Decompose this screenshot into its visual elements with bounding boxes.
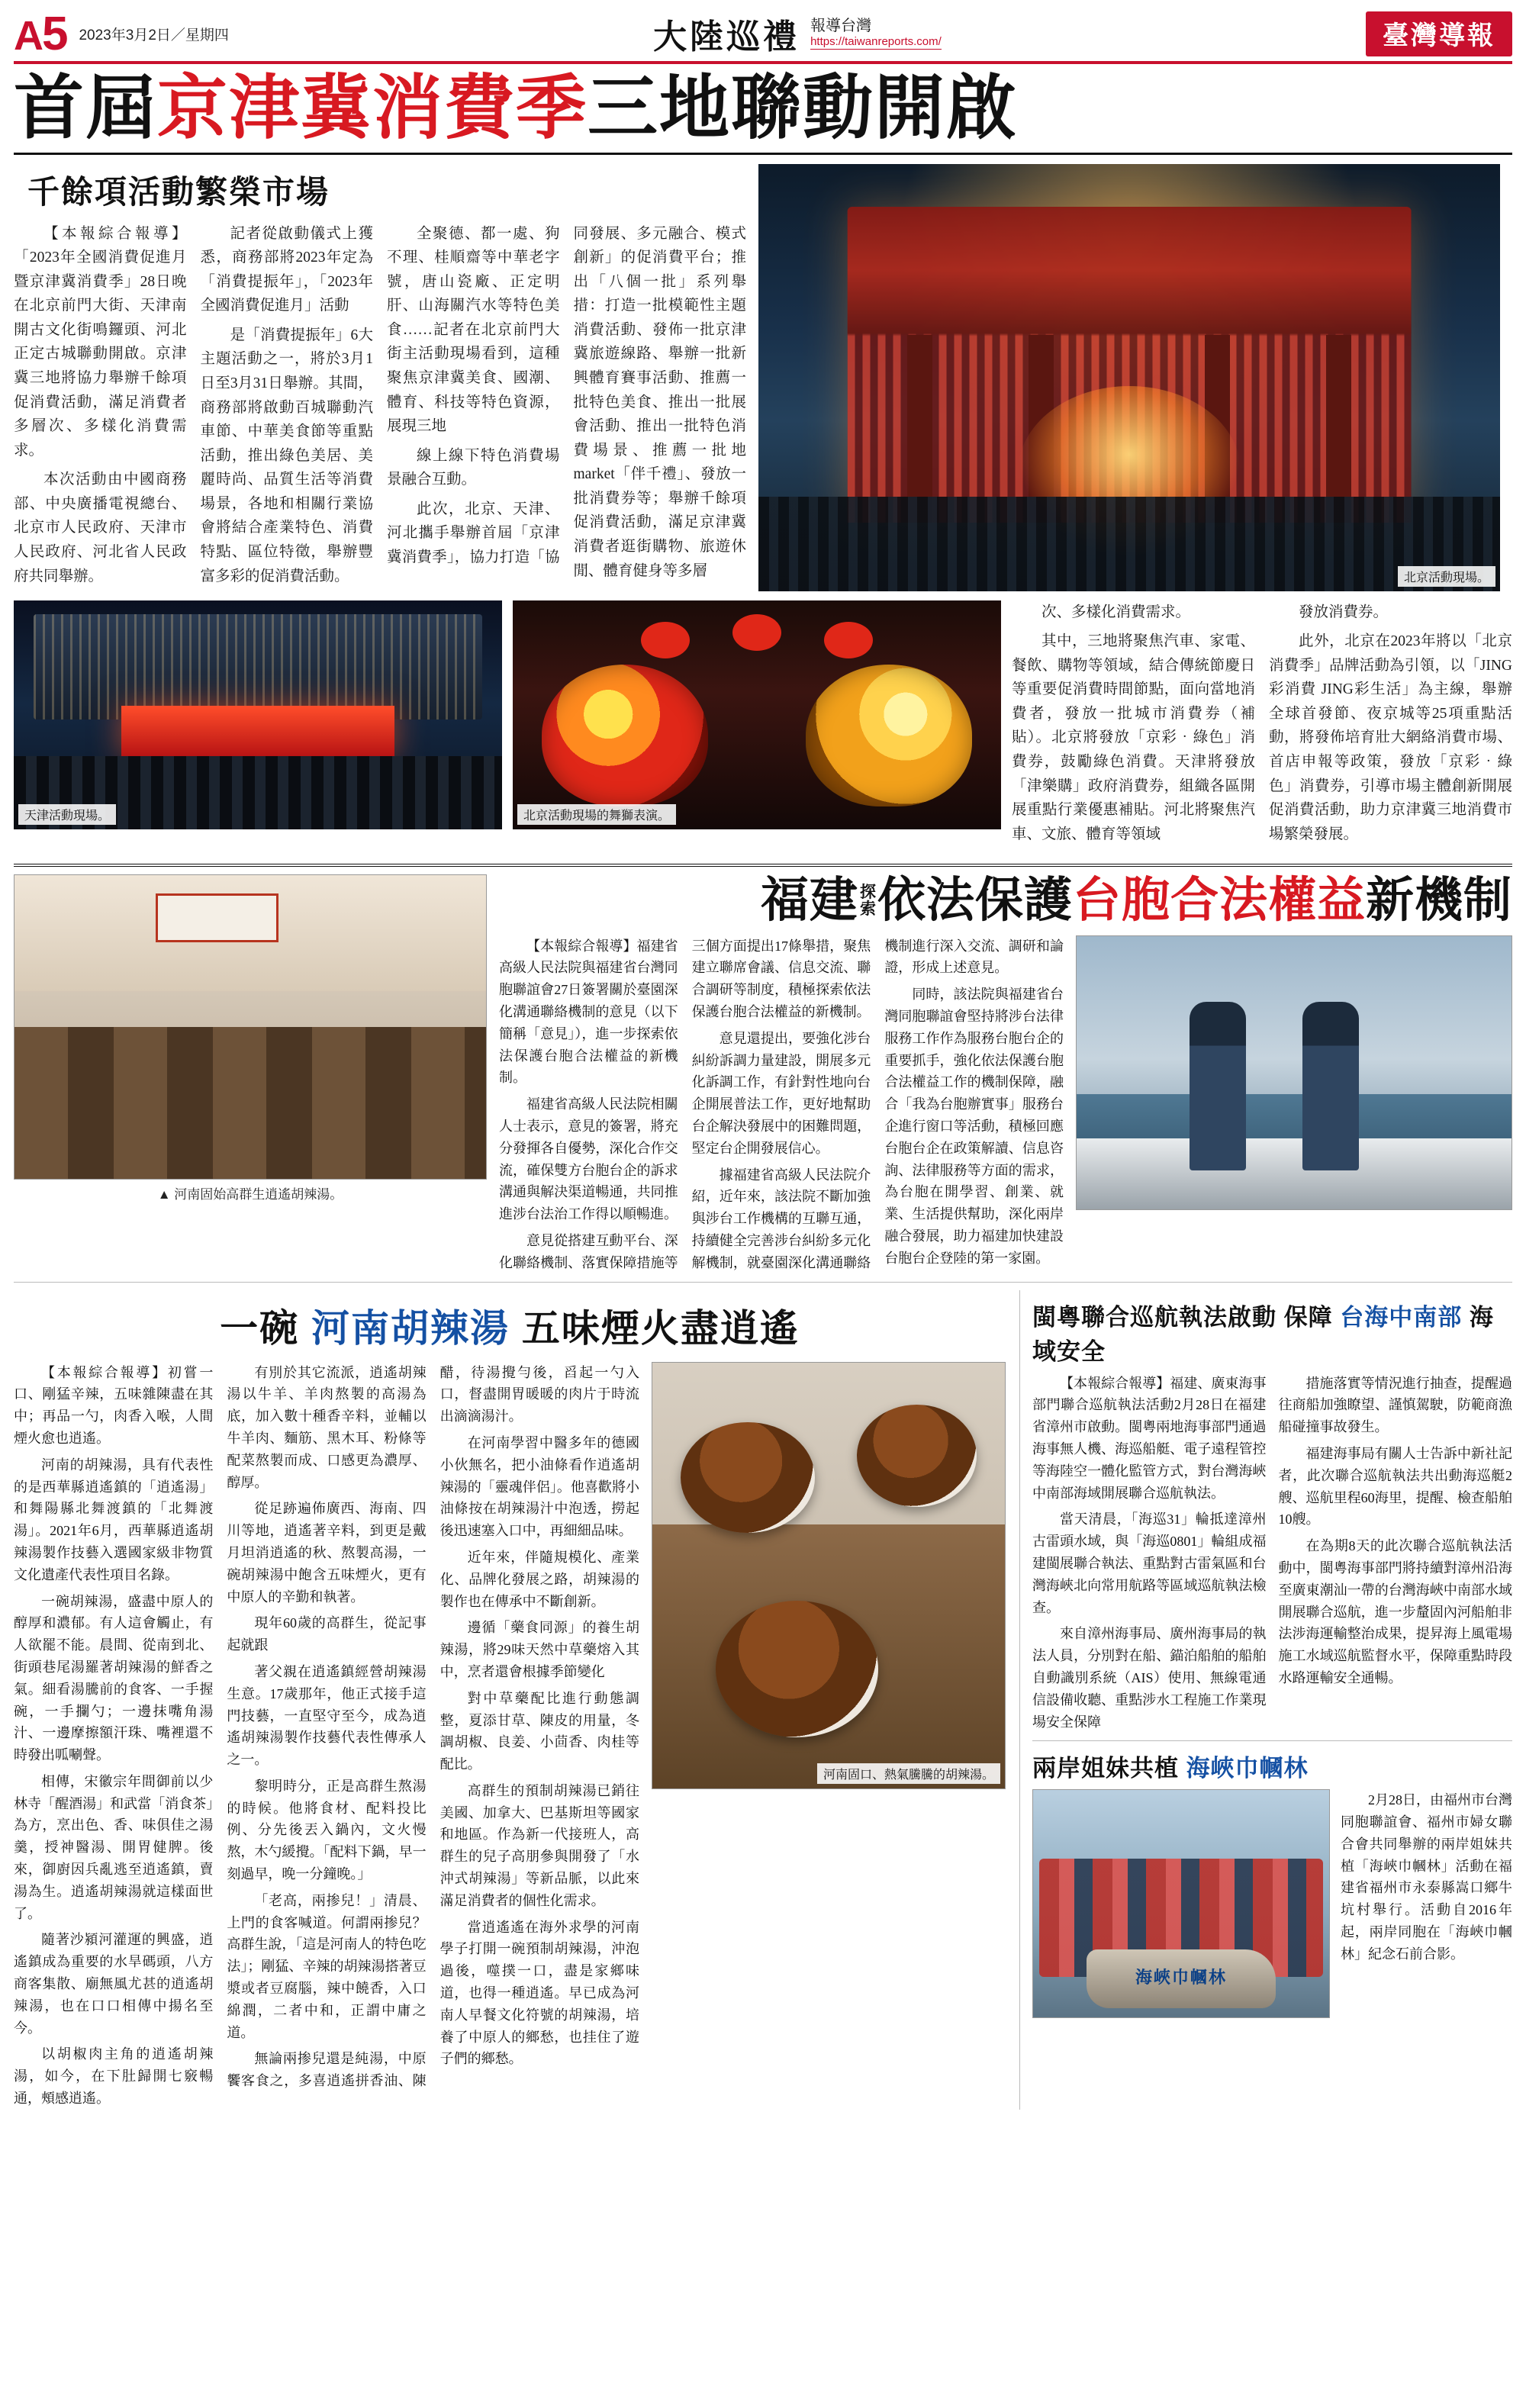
patrol-title-part-2: 保障 <box>1283 1303 1333 1331</box>
patrol-paragraph: 在為期8天的此次聯合巡航執法活動中，閩粵海事部門將持續對漳州沿海至廣東潮汕一帶的台灣海峽中南部水域開展聯合巡航，進一步釐固內河船舶非法涉海運輸整治成果，提昇海上風電場施工水域巡航監督水平，保障重點時段水路運輸安全通暢。 <box>1278 1538 1512 1685</box>
lead-paragraph: 【本報綜合報導】「2023年全國消費促進月暨京津冀消費季」28日晚在北京前門大街、天津南開古文化街鳴鑼頭、河北正定古城聯動開啟。京津冀三地將協力舉辦千餘項促消費活動，滿足消費者多層次、多樣化消費需求。 <box>14 225 187 459</box>
soup-paragraph: 無論兩掺兒還是純湯，中原饗客食之，多喜逍遙拼香油、陳醋，待湯攪勻後，舀起一勺入口，督盡開胃暖暖的肉片于時流出滴滴湯汁。 <box>227 1364 639 2089</box>
soup-paragraph: 有別於其它流派，逍遙胡辣湯以牛羊、羊肉熬製的高湯為底，加入數十種香辛料，並輔以牛羊肉、麵筋、黑木耳、粉條等配菜熬製而成、口感更為濃厚、醇厚。 <box>227 1364 427 1490</box>
lead-paragraph: 線上線下特色消費場景融合互動。 <box>387 447 560 488</box>
soup-bowl-shape <box>681 1422 815 1533</box>
officer-left-shape <box>1190 1002 1246 1171</box>
lion-head-left-shape <box>542 665 708 806</box>
photo-lion-dance <box>513 600 1001 829</box>
section-fujian <box>14 874 1512 1273</box>
soup-paragraph: 一碗胡辣湯，盛盡中原人的醇厚和濃郁。有人這會觸止，有人欲罷不能。晨間、從南到北、街頭巷尾湯羅著胡辣湯的鮮香之氣。細看湯騰前的食客、一手握碗，一手攔勺；一邊抹嘴角湯汁、一邊摩擦額汗珠、嘴裡還不時發出呱唰聲。 <box>14 1593 214 1763</box>
main-headline <box>14 69 1512 147</box>
lead-subhead: 千餘項活動繁榮市場 <box>27 173 330 210</box>
memorial-stone-shape <box>1087 1949 1276 2008</box>
soup-paragraph: 隨著沙潁河灌運的興盛，逍遙鎮成為重要的水旱碼頭，八方商客集散、廟無風尤甚的逍遙胡辣湯，也在口口相傳中揚名至今。 <box>14 1932 214 2036</box>
photo-group-planting <box>1032 1789 1330 2018</box>
page-number-block <box>14 7 66 61</box>
fujian-paragraph: 意見從搭建互動平台、深化聯絡機制、落實保障措施等三個方面提出17條舉措，聚焦建立聯席會議、信息交流、聯合調研等制度，積極探索依法保護台胞合法權益的新機制。 <box>499 938 871 1270</box>
lantern-shape <box>732 614 781 651</box>
soup-headline <box>14 1298 1006 1353</box>
masthead <box>14 7 1512 64</box>
soup-paragraph: 【本報綜合報導】初嘗一口、剛猛辛辣，五味雜陳盡在其中；再品一勺，肉香入喉，人間煙火愈也逍遙。 <box>14 1364 214 1446</box>
photo-beijing-gate <box>758 164 1500 591</box>
fujian-content-row <box>499 935 1512 1274</box>
right-panels <box>1019 1290 1512 2110</box>
masthead-center <box>229 9 1366 58</box>
main-headline-block <box>14 69 1512 155</box>
soup-headline-part-3: 五味煙火盡逍遙 <box>521 1306 800 1350</box>
fujian-headline-part-3: 台胞合法權益 <box>1073 874 1366 928</box>
fujian-headline-part-1: 福建 <box>761 874 858 928</box>
website-url[interactable]: https://taiwanreports.com/ <box>810 35 942 49</box>
soup-paragraph: 近年來，伴隨規模化、產業化、品牌化發展之路，胡辣湯的製作也在傳承中不斷創新。 <box>439 1549 639 1609</box>
patrol-paragraph: 措施落實等情況進行抽查，提醒過往商船加強瞭望、謹慎駕駛，防範商漁船碰撞事故發生。 <box>1278 1375 1512 1435</box>
fujian-photo-column <box>14 874 487 1273</box>
lead-photo-row-2 <box>14 600 1512 852</box>
forest-panel-body <box>1341 1789 1512 2018</box>
section-divider-2 <box>14 1282 1512 1283</box>
forest-panel-row <box>1032 1789 1512 2018</box>
fujian-text-columns <box>499 935 1064 1274</box>
lead-continued-columns <box>1012 600 1512 852</box>
lead-photo-area <box>758 164 1500 591</box>
section-soup-and-panels <box>14 1290 1512 2110</box>
soup-text-columns <box>14 1362 639 2110</box>
stone-inscription: 海峽巾幗林 <box>1135 1968 1227 1988</box>
photo-caption-beijing: 北京活動現場。 <box>1398 566 1495 587</box>
section-title: 大陸巡禮 <box>653 18 800 56</box>
photo-caption-restaurant: ▲ 河南固始高群生逍遙胡辣湯。 <box>157 1187 343 1202</box>
fujian-paragraph: 據福建省高級人民法院介紹，近年來，該法院不斷加強與涉台工作機構的互聯互通，持續健全完善涉台糾紛多元化解機制，就臺園深化溝通聯絡機制進行深入交流、調研和論證，形成上述意見。 <box>691 938 1064 1270</box>
soup-paragraph: 相傳，宋徽宗年間御前以少林寺「醒酒湯」和武當「消食茶」為方，烹出色、香、味俱佳之湯羹，授神醫湯、開胃健脾。後來，御廚因兵亂逃至逍遙鎮，賣湯為生。逍遙胡辣湯就這樣面世了。 <box>14 1773 214 1921</box>
soup-paragraph: 高群生的預制胡辣湯已銷往美國、加拿大、巴基斯坦等國家和地區。作為新一代接班人，高群生的兒子高朋參與開發了「水沖式胡辣湯」等新品脈，以此來滿足消費者的個性化需求。 <box>439 1782 639 1908</box>
restaurant-tables-shape <box>14 1027 486 1179</box>
page-prefix: A <box>14 12 42 59</box>
photo-caption-soup: 河南固口、熱氣騰騰的胡辣湯。 <box>817 1763 1000 1784</box>
forest-panel-headline <box>1032 1749 1512 1783</box>
lead-paragraph: 發放消費券。 <box>1299 604 1389 620</box>
soup-content-row <box>14 1362 1006 2110</box>
photo-soup-bowls <box>652 1362 1006 1789</box>
officer-right-shape <box>1302 1002 1359 1171</box>
headline-part-1: 首屆 <box>14 69 158 147</box>
forest-paragraph: 2月28日，由福州市台灣同胞聯誼會、福州市婦女聯合會共同舉辦的兩岸姐妹共植「海峽巾幗林」活動在福建省福州市永泰縣嵩口鄉牛坑村舉行。活動自2016年起，兩岸同胞在「海峽巾幗林」紀念石前合影。 <box>1340 1792 1512 1962</box>
newspaper-logo: 臺灣導報 <box>1366 11 1512 56</box>
ruby-top: 探 <box>860 883 876 901</box>
lead-story <box>14 164 1512 591</box>
headline-part-3: 三地聯動開啟 <box>588 69 1019 147</box>
headline-part-2: 京津冀消費季 <box>157 69 588 147</box>
lead-body-columns <box>14 222 746 589</box>
soup-headline-part-2: 河南胡辣湯 <box>311 1306 510 1350</box>
soup-paragraph: 以胡椒肉主角的逍遙胡辣湯，如今，在下肚歸開七竅暢通，頰感逍遙。 <box>14 2046 214 2107</box>
building-facade-shape <box>34 614 483 720</box>
lead-paragraph: 其中，三地將聚焦汽車、家電、餐飲、購物等領域，結合傳統節慶日等重要促消費時間節點，面向當地消費者，發放一批城市消費券（補貼）。北京將發放「京彩‧綠色」消費券，鼓勵綠色消費。天津將發放「津樂購」政府消費券，組織各區開展重點行業優惠補貼。河北將聚焦汽車、文旅、體育等領域 <box>1012 633 1255 842</box>
photo-caption-lion: 北京活動現場的舞獅表演。 <box>517 804 676 825</box>
patrol-panel-headline <box>1032 1298 1512 1367</box>
lion-head-right-shape <box>806 665 972 806</box>
soup-photo-wrap <box>652 1362 1006 2110</box>
photo-caption-tianjin: 天津活動現場。 <box>18 804 116 825</box>
stage-screen-shape <box>121 706 394 756</box>
fujian-headline-ruby <box>860 884 876 918</box>
patrol-paragraph: 來自漳州海事局、廣州海事局的執法人員，分別對在船、錨泊船舶的船舶自動識別系統（AIS）使用、無線電通信設備收聽、重點涉水工程施工作業現場安全保障 <box>1032 1626 1267 1730</box>
patrol-title-part-1: 閩粵聯合巡航執法啟動 <box>1032 1303 1276 1331</box>
soup-paragraph: 「老高，兩掺兒！」清晨、上門的食客喊道。何謂兩掺兒？高群生說，「這是河南人的特色吃法」；剛猛、辛辣的胡辣湯搭著豆漿或者豆腐腦，辣中饒香，入口綿潤，二者中和，正謂中庸之道。 <box>227 1892 427 2040</box>
restaurant-sign-shape <box>156 893 278 942</box>
soup-paragraph: 在河南學習中醫多年的德國小伙無名，把小油條看作逍遙胡辣湯的「靈魂伴侶」。他喜歡將小油條按在胡辣湯汁中泡透，撈起後迅速塞入口中，再細細品味。 <box>439 1434 639 1539</box>
fujian-main-column <box>499 874 1512 1273</box>
patrol-title-part-4: 海域安全 <box>1032 1303 1494 1365</box>
fujian-paragraph: 福建省高級人民法院相關人士表示，意見的簽署，將充分發揮各自優勢，深化合作交流，確保雙方台胞台企的訴求溝通與解決渠道暢通，共同推進涉台法治工作得以順暢進。 <box>499 1096 678 1222</box>
soup-paragraph: 黎明時分，正是高群生熬湯的時候。他將食材、配料投比例、分先後丟入鍋內，文火慢熬，木勺緩攪。「配料下鍋，早一刻過早，晚一分鐘晚。」 <box>227 1778 427 1882</box>
page-number: 5 <box>42 7 67 60</box>
crowd-shape <box>758 497 1500 591</box>
lead-paragraph: 全聚德、都一處、狗不理、桂順齋等中華老字號，唐山瓷廠、正定明肝、山海關汽水等特色美食……記者在北京前門大街主活動現場看到，這種聚焦京津冀美食、國潮、體育、科技等特色資源，展現三地 <box>387 225 560 435</box>
soup-feature <box>14 1290 1006 2110</box>
soup-bowl-shape <box>857 1405 977 1507</box>
section-divider-1 <box>14 864 1512 867</box>
lead-paragraph: 此次，北京、天津、河北攜手舉辦首屆「京津冀消費季」，協力打造「協同發展、多元融合、模式創新」的促消費平台；推出「八個一批」系列舉措：打造一批模範性主題消費活動、發佈一批京津冀旅遊線路、舉辦一批新興體育賽事活動、推薦一批特色美食、推出一批展會活動、推出一批特色消費場景、推薦一批地market「伴千禮」、發放一批消費券等；舉辦千餘項促消費活動，滿足京津冀消費者逛街購物、旅遊休閒、體育健身等多層 <box>387 225 746 579</box>
patrol-paragraph: 福建海事局有關人士告訴中新社記者，此次聯合巡航執法共出動海巡艇2艘、巡航里程60海里，提醒、檢查船舶10艘。 <box>1278 1445 1512 1528</box>
soup-paragraph: 對中草藥配比進行動態調整，夏添甘草、陳皮的用量，冬調胡椒、良姜、小茴香、肉桂等配比。 <box>439 1690 639 1772</box>
fujian-headline-part-2: 依法保護 <box>877 874 1073 928</box>
soup-paragraph: 著父親在逍遙鎮經營胡辣湯生意。17歲那年，他正式接手這門技藝，一直堅守至今，成為逍遙胡辣湯製作技藝代表性傳承人之一。 <box>227 1663 427 1768</box>
masthead-subinfo <box>810 18 942 49</box>
forest-title-part-1: 兩岸姐妹共植 <box>1032 1755 1179 1782</box>
patrol-photo-wrap <box>1076 935 1512 1274</box>
photo-tianjin-stage <box>14 600 502 829</box>
panel-divider <box>1032 1740 1512 1741</box>
photo-coast-guard-ship <box>1076 935 1512 1210</box>
photo-restaurant <box>14 874 487 1180</box>
lead-paragraph: 是「消費提振年」6大主題活動之一，將於3月1日至3月31日舉辦。其間，商務部將啟動百城聯動汽車節、中華美食節等重點活動，推出綠色美居、美麗時尚、品質生活等消費場景，各地和相關行業協會將結合產業特色、消費特點、區位特徵，舉辦豐富多彩的促消費活動。 <box>200 327 373 584</box>
lead-paragraph: 記者從啟動儀式上獲悉，商務部將2023年定為「消費提振年」，「2023年全國消費促進月」活動 <box>200 225 373 314</box>
ship-deck-shape <box>1077 1138 1512 1209</box>
soup-paragraph: 邊循「藥食同源」的養生胡辣湯，將29味天然中草藥熔入其中，烹者還會根據季節變化 <box>439 1620 639 1679</box>
ruby-bottom: 索 <box>860 900 876 918</box>
patrol-paragraph: 【本報綜合報導】福建、廣東海事部門聯合巡航執法活動2月28日在福建省漳州市啟動。閩粵兩地海事部門通過海事無人機、海巡船艇、電子遠程管控等海陸空一體化監管方式，對台灣海峽中南部海域開展聯合巡航執法。 <box>1032 1375 1267 1501</box>
fujian-headline <box>499 874 1512 927</box>
soup-bowl-shape <box>716 1601 878 1737</box>
fujian-paragraph: 意見還提出，要強化涉台糾紛訴調力量建設，開展多元化訴調工作，有針對性地向台企開展普法工作，更好地幫助台企解決發展中的困難問題，堅定台企開發展信心。 <box>691 1030 871 1156</box>
patrol-title-part-3: 台海中南部 <box>1340 1303 1463 1331</box>
lead-text-area <box>14 164 746 591</box>
lead-paragraph: 次、多樣化消費需求。 <box>1041 604 1191 620</box>
soup-paragraph: 現年60歲的高群生，從記事起就跟 <box>227 1615 427 1653</box>
issue-date: 2023年3月2日／星期四 <box>79 27 229 43</box>
fujian-paragraph: 同時，該法院與福建省台灣同胞聯誼會堅持將涉台法律服務工作作為服務台胞台企的重要抓手，強化依法保護台胞合法權益工作的機制保障，融合「我為台胞辦實事」服務台企進行窗口等活動，積極回應台胞台企在政策解讀、信息咨詢、法律服務等方面的需求，為台胞在開學習、創業、就業、生活提供幫助，深化兩岸融合發展，助力福建加快建設台胞台企登陸的第一家園。 <box>884 987 1064 1266</box>
soup-paragraph: 從足跡遍佈廣西、海南、四川等地，逍遙著辛料，到更是戴月坦消逍遙的秋、熬製高湯，一碗胡辣湯中飽含五味煙火，更有中原人的辛勤和執著。 <box>227 1501 427 1605</box>
lead-paragraph: 本次活動由中國商務部、中央廣播電視總台、北京市人民政府、天津市人民政府、河北省人民政府共同舉辦。 <box>14 472 187 584</box>
patrol-paragraph: 當天清晨，「海巡31」輪抵達漳州古雷頭水域，與「海巡0801」輪組成福建閩展聯合執法、重點對古雷氣區和台灣海峽北向常用航路等區域巡航執法檢查。 <box>1032 1511 1267 1615</box>
soup-paragraph: 當逍遙遙在海外求學的河南學子打開一碗預制胡辣湯，沖泡過後，噬撲一口，盡是家鄉味道，也得一種逍遙。早已成為河南人早餐文化符號的胡辣湯，培養了中原人的鄉愁，也挂住了遊子們的鄉愁。 <box>439 1919 639 2067</box>
patrol-panel-body <box>1032 1373 1512 1734</box>
soup-headline-part-1: 一碗 <box>220 1306 300 1350</box>
fujian-headline-part-4: 新機制 <box>1366 874 1512 928</box>
lead-paragraph: 此外，北京在2023年將以「北京消費季」品牌活動為引領，以「JING彩消費 JING彩生活」為主線，舉辦全球首發節、夜京城等25項重點活動，將發佈培育壯大網絡消費市場、首店申報等政策，發放「京彩‧綠色」消費券，引導市場主體創新開展促消費活動，助力京津冀三地消費市場繁榮發展。 <box>1269 633 1512 842</box>
forest-title-part-2: 海峽巾幗林 <box>1186 1755 1309 1782</box>
publisher-line: 報導台灣 <box>810 18 872 35</box>
soup-paragraph: 河南的胡辣湯，具有代表性的是西華縣逍遙鎮的「逍遙湯」和舞陽縣北舞渡鎮的「北舞渡湯」。2021年6月，西華縣逍遙胡辣湯製作技藝入選國家級非物質文化遺產代表性項目名錄。 <box>14 1457 214 1582</box>
fujian-paragraph: 【本報綜合報導】福建省高級人民法院與福建省台灣同胞聯誼會27日簽署關於臺園深化溝通聯絡機制的意見（以下簡稱「意見」），進一步探索依法保護台胞合法權益的新機制。 <box>499 938 678 1086</box>
